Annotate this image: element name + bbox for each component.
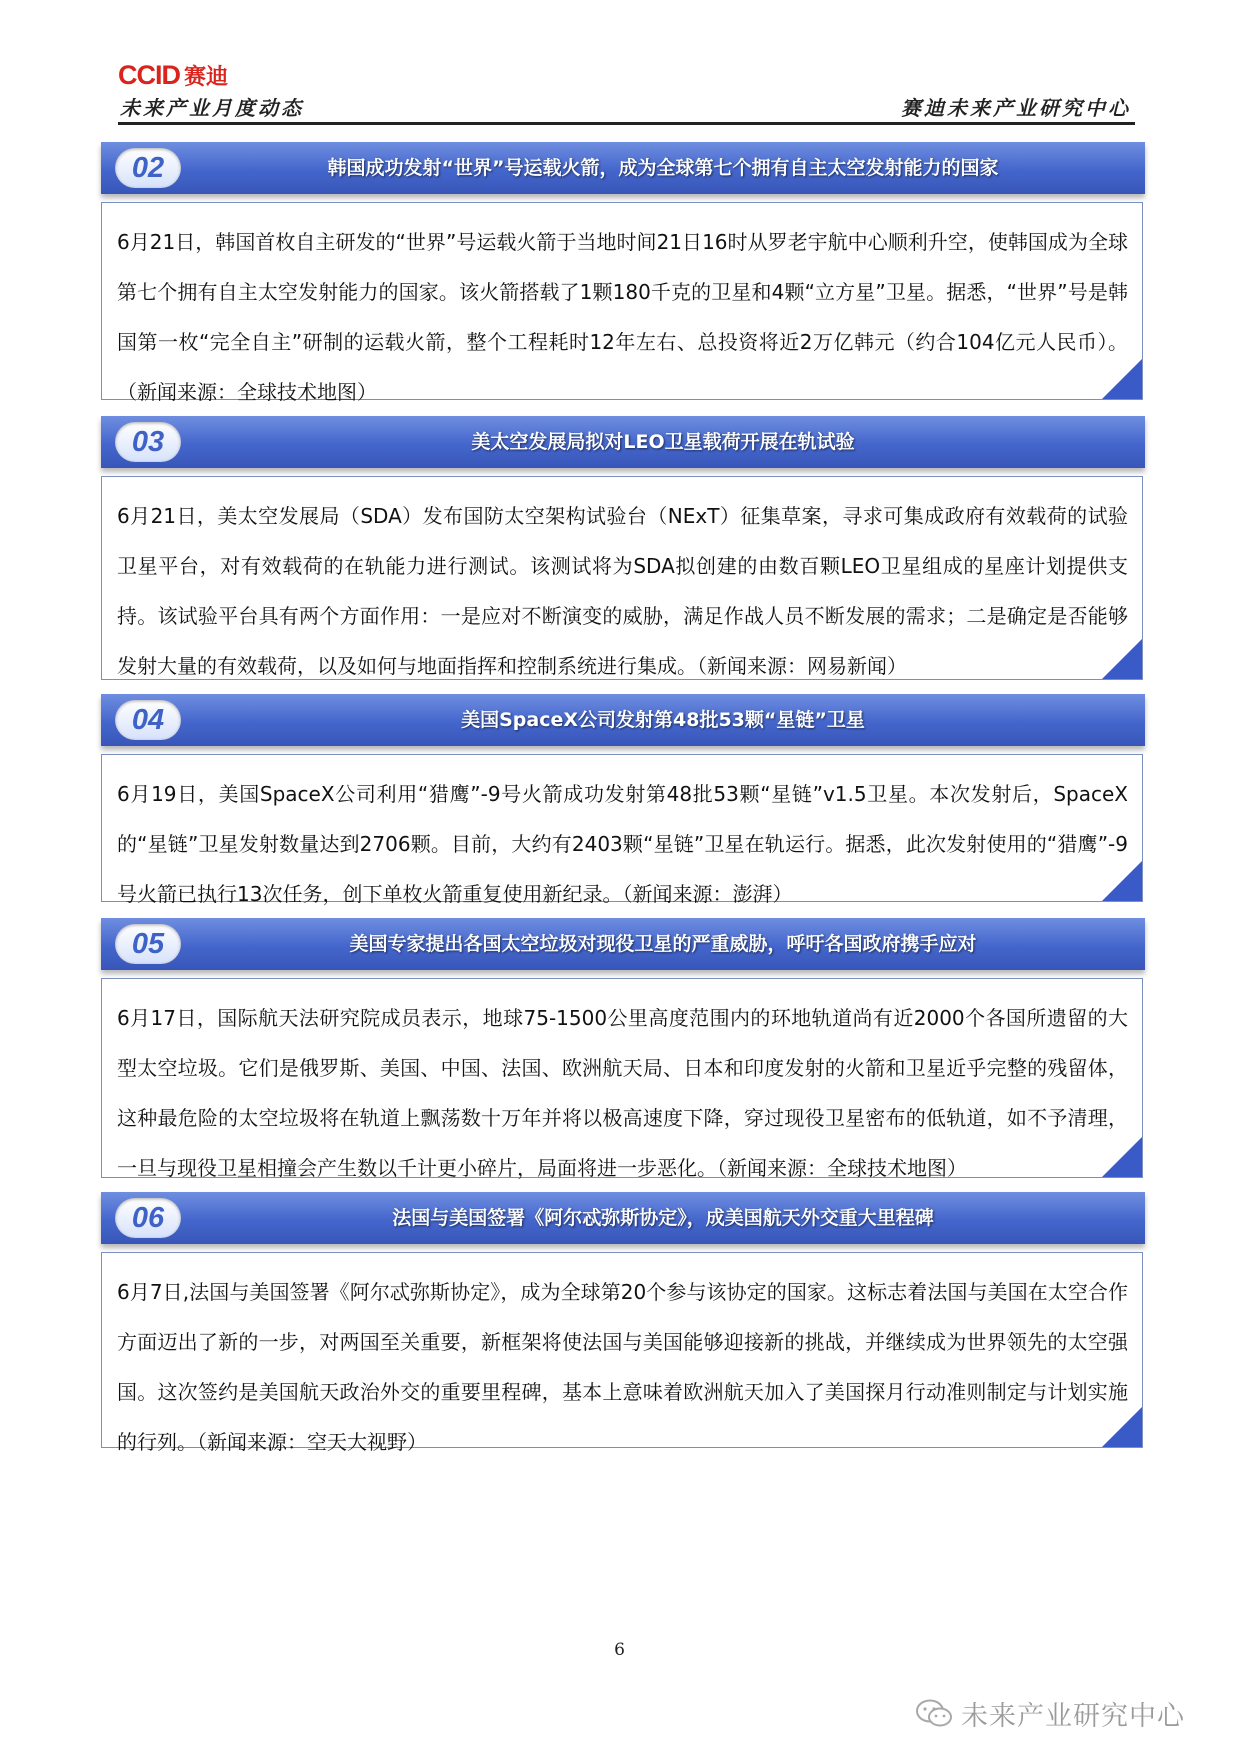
section-content-box bbox=[101, 978, 1143, 1178]
section-number-badge: 03 bbox=[115, 422, 181, 462]
section-body-text: 6月17日，国际航天法研究院成员表示，地球75-1500公里高度范围内的环地轨道尚有近2000个各国所遗留的大型太空垃圾。它们是俄罗斯、美国、中国、法国、欧洲航天局、日本和印度发射的火箭和卫星近乎完整的残留体，这种最危险的太空垃圾将在轨道上飘荡数十万年并将以极高速度下降，穿过现役卫星密布的低轨道，如不予清理，一旦与现役卫星相撞会产生数以千计更小碎片，局面将进一步恶化。（新闻来源：全球技术地图） bbox=[117, 1006, 1128, 1180]
header-left-title: 未来产业月度动态 bbox=[120, 96, 304, 120]
corner-triangle-icon bbox=[1102, 1407, 1142, 1447]
section-title: 美太空发展局拟对LEO卫星载荷开展在轨试验 bbox=[471, 431, 855, 453]
header-right-title: 赛迪未来产业研究中心 bbox=[901, 96, 1131, 120]
section-title-bar bbox=[101, 1192, 1145, 1244]
logo-cn-text: 赛迪 bbox=[184, 65, 229, 90]
section-number-badge: 02 bbox=[115, 148, 181, 188]
section-title-bar bbox=[101, 416, 1145, 468]
section-title-bar bbox=[101, 918, 1145, 970]
section-content-box bbox=[101, 476, 1143, 680]
section-title: 韩国成功发射“世界”号运载火箭，成为全球第七个拥有自主太空发射能力的国家 bbox=[327, 157, 999, 179]
section-content-box bbox=[101, 1252, 1143, 1454]
wechat-watermark bbox=[915, 1694, 1185, 1733]
section-content-box bbox=[101, 202, 1143, 404]
section-body-text: 6月21日，美太空发展局（SDA）发布国防太空架构试验台（NExT）征集草案，寻求可集成政府有效载荷的试验卫星平台，对有效载荷的在轨能力进行测试。该测试将为SDA拟创建的由数百颗LEO卫星组成的星座计划提供支持。该试验平台具有两个方面作用：一是应对不断演变的威胁，满足作战人员不断发展的需求；二是确定是否能够发射大量的有效载荷，以及如何与地面指挥和控制系统进行集成。（新闻来源：网易新闻） bbox=[117, 504, 1128, 678]
header-divider bbox=[118, 122, 1135, 125]
section-title-bar bbox=[101, 142, 1145, 194]
corner-triangle-icon bbox=[1102, 639, 1142, 679]
corner-triangle-icon bbox=[1102, 359, 1142, 399]
ccid-logo bbox=[118, 60, 228, 91]
news-section-03 bbox=[101, 416, 1145, 680]
section-number-badge: 05 bbox=[115, 924, 181, 964]
section-title-bar bbox=[101, 694, 1145, 746]
logo-ccid-text: CCID bbox=[118, 60, 180, 90]
page-number: 6 bbox=[614, 1640, 625, 1660]
news-section-02 bbox=[101, 142, 1145, 404]
wechat-icon bbox=[915, 1699, 953, 1729]
section-body-text: 6月21日，韩国首枚自主研发的“世界”号运载火箭于当地时间21日16时从罗老宇航中心顺利升空，使韩国成为全球第七个拥有自主太空发射能力的国家。该火箭搭载了1颗180千克的卫星和4颗“立方星”卫星。据悉，“世界”号是韩国第一枚“完全自主”研制的运载火箭，整个工程耗时12年左右、总投资将近2万亿韩元（约合104亿元人民币）。（新闻来源：全球技术地图） bbox=[117, 230, 1128, 404]
news-section-04 bbox=[101, 694, 1145, 906]
section-title: 美国专家提出各国太空垃圾对现役卫星的严重威胁，呼吁各国政府携手应对 bbox=[349, 933, 977, 955]
watermark-text: 未来产业研究中心 bbox=[961, 1701, 1185, 1732]
section-body-text: 6月7日,法国与美国签署《阿尔忒弥斯协定》，成为全球第20个参与该协定的国家。这标志着法国与美国在太空合作方面迈出了新的一步，对两国至关重要，新框架将使法国与美国能够迎接新的挑战，并继续成为世界领先的太空强国。这次签约是美国航天政治外交的重要里程碑，基本上意味着欧洲航天加入了美国探月行动准则制定与计划实施的行列。（新闻来源：空天大视野） bbox=[117, 1280, 1128, 1454]
section-body-text: 6月19日，美国SpaceX公司利用“猎鹰”-9号火箭成功发射第48批53颗“星链”v1.5卫星。本次发射后，SpaceX的“星链”卫星发射数量达到2706颗。目前，大约有2403颗“星链”卫星在轨运行。据悉，此次发射使用的“猎鹰”-9号火箭已执行13次任务，创下单枚火箭重复使用新纪录。（新闻来源：澎湃） bbox=[117, 782, 1128, 906]
news-section-05 bbox=[101, 918, 1145, 1178]
section-title: 法国与美国签署《阿尔忒弥斯协定》，成美国航天外交重大里程碑 bbox=[392, 1207, 934, 1229]
news-section-06 bbox=[101, 1192, 1145, 1454]
corner-triangle-icon bbox=[1102, 861, 1142, 901]
section-content-box bbox=[101, 754, 1143, 906]
corner-triangle-icon bbox=[1102, 1137, 1142, 1177]
section-number-badge: 04 bbox=[115, 700, 181, 740]
section-number-badge: 06 bbox=[115, 1198, 181, 1238]
section-title: 美国SpaceX公司发射第48批53颗“星链”卫星 bbox=[461, 709, 865, 731]
